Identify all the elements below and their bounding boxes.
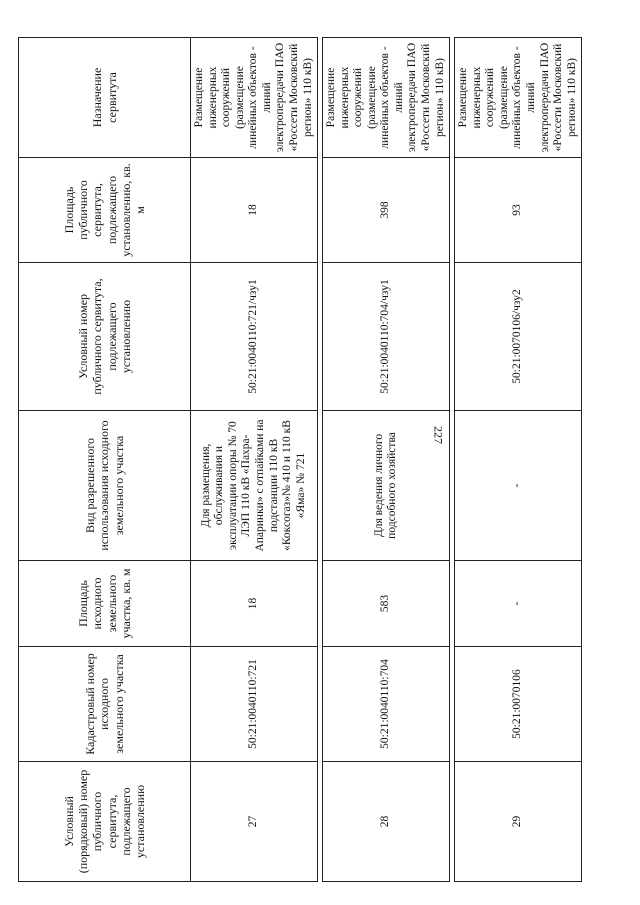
cadastral-number-cell: 50:21:0040110:704 <box>323 647 450 762</box>
servitude-purpose-cell: Размещение инженерных сооружений (размещение линейных объектов - линий электропередачи ПАО «Россети Московский регион» 110 кВ) <box>323 38 450 158</box>
header-cell: Назначение сервитута <box>19 38 191 158</box>
servitude-area-cell: 398 <box>323 158 450 263</box>
page-number: 227 <box>431 426 446 444</box>
cadastral-number-cell: 50:21:0070106 <box>455 647 582 762</box>
permitted-use-cell: Для ведения личного подсобного хозяйства <box>323 411 450 561</box>
header-cell: Площадь исходного земельного участка, кв. м <box>19 561 191 647</box>
servitude-id-cell: 50:21:0040110:721/чзу1 <box>191 263 318 411</box>
servitude-table-container <box>18 38 578 882</box>
land-area-cell: 18 <box>191 561 318 647</box>
row-number-cell: 27 <box>191 762 318 882</box>
servitude-table <box>18 37 582 882</box>
row-number-cell: 28 <box>323 762 450 882</box>
permitted-use-cell: - <box>455 411 582 561</box>
header-cell: Кадастровый номер исходного земельного участка <box>19 647 191 762</box>
land-area-cell: - <box>455 561 582 647</box>
servitude-id-cell: 50:21:0070106/чзу2 <box>455 263 582 411</box>
servitude-purpose-cell: Размещение инженерных сооружений (размещение линейных объектов - линий электропередачи ПАО «Россети Московский регион» 110 кВ) <box>191 38 318 158</box>
servitude-area-cell: 18 <box>191 158 318 263</box>
land-area-cell: 583 <box>323 561 450 647</box>
header-cell: Условный (порядковый) номер публичного сервитута, подлежащего установлению <box>19 762 191 882</box>
row-number-cell: 29 <box>455 762 582 882</box>
header-row <box>19 38 191 882</box>
table-row <box>323 38 450 882</box>
table-row <box>191 38 318 882</box>
table-row <box>455 38 582 882</box>
servitude-purpose-cell: Размещение инженерных сооружений (размещение линейных объектов - линий электропередачи ПАО «Россети Московский регион» 110 кВ) <box>455 38 582 158</box>
cadastral-number-cell: 50:21:0040110:721 <box>191 647 318 762</box>
header-cell: Вид разрешенного использования исходного земельного участка <box>19 411 191 561</box>
permitted-use-cell: Для размещения, обслуживания и эксплуатации опоры № 70 ЛЭП 110 кВ «Пахра-Апаринки» с отпайками на подстанции 110 кВ «Коксогаз»№ 410 и 110 кВ «Яма» № 721 <box>191 411 318 561</box>
servitude-id-cell: 50:21:0040110:704/чзу1 <box>323 263 450 411</box>
header-cell: Условный номер публичного сервитута, подлежащего установлению <box>19 263 191 411</box>
header-cell: Площадь публичного сервитута, подлежащего установлению, кв. м <box>19 158 191 263</box>
servitude-area-cell: 93 <box>455 158 582 263</box>
